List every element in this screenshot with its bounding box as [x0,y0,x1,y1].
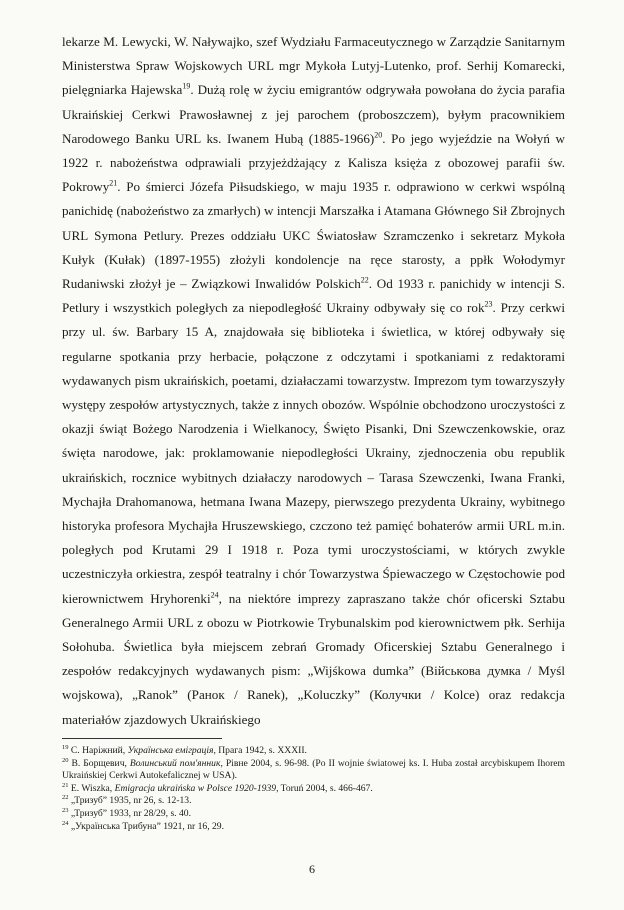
footnote-ref: 24 [210,590,219,600]
footnote-separator [62,738,222,739]
footnote-title: Волинський пом'янник [129,757,221,769]
text-run: . Od 1933 r. panichidy w intencji S. Petlury i wszystkich poległych za niepodległość Ukrainy odbywały się co rok [62,276,565,316]
body-paragraph [62,30,565,732]
footnote-20 [62,758,565,783]
footnote-text: , Прага 1942, s. XXXII. [213,745,307,756]
footnote-number: 19 [62,743,69,751]
footnote-ref: 21 [109,178,118,188]
footnote-ref: 20 [374,130,383,140]
footnote-text: „Тризуб” 1935, nr 26, s. 12-13. [70,795,192,807]
footnote-ref: 22 [360,275,369,285]
footnote-number: 21 [62,781,69,789]
footnote-number: 20 [62,756,69,764]
footnote-number: 23 [62,806,69,814]
text-run: lekarze M. Lewycki, W. Naływajko, szef Wydziału Farmaceutycznego w Zarządzie Sanitarnym Ministerstwa Spraw Wojskowych URL mgr Mykoła Lutyj-Lutenko, prof. Serhij Komarecki, pielęgniarka Hajewska [62,34,565,98]
main-body-text [62,30,565,732]
footnote-ref: 23 [484,299,493,309]
text-run: . Dużą rolę w życiu emigrantów odgrywała powołana do życia parafia Ukraińskiej Cerkwi Prawosławnej z jej parochem (proboszczem), byłym pracownikiem Narodowego Banku URL ks. Iwanem Hubą (1885-1966) [62,82,565,146]
footnote-text: „Тризуб” 1933, nr 28/29, s. 40. [70,807,191,819]
footnote-text: „Українська Трибуна” 1921, nr 16, 29. [70,820,224,832]
footnote-text: , Toruń 2004, s. 466-467. [276,782,373,794]
footnote-22 [62,795,565,808]
footnote-24 [62,821,565,834]
footnote-title: Українська еміграція [127,745,214,756]
footnote-author: С. Наріжний, [70,745,126,756]
footnote-ref: 19 [182,82,191,92]
footnote-23 [62,808,565,821]
text-run: . Przy cerkwi przy ul. św. Barbary 15 A, znajdowała się biblioteka i świetlica, w której odbywały się regularne spotkania przy herbacie, połączone z odczytami i spotkaniami z redaktorami wydawanych pism ukraińskich, poetami, działaczami towarzystw. Imprezom tym towarzyszyły występy zespołów artystycznych, także z innych obozów. Wspólnie obchodzono uroczystości z okazji świąt Bożego Narodzenia i Wielkanocy, Święto Pisanki, Dni Szewczenkowskie, oraz święta narodowe, jak: proklamowanie niepodległości Ukrainy, zjednoczenia obu republik ukraińskich, rocznice wybitnych działaczy narodowych – Tarasa Szewczenki, Iwana Franki, Mychajła Drahomanowa, hetmana Iwana Mazepy, pierwszego prezydenta Ukrainy, wybitnego historyka profesora Mychajła Hruszewskiego, czczono też pamięć bohaterów armii URL m.in. poległych pod Krutami 29 I 1918 r. Poza tymi uroczystościami, w których zwykle uczestniczyła orkiestra, zespół teatralny i chór Towarzystwa Śpiewaczego w Częstochowie pod kierownictwem Hryhorenki [62,300,565,606]
text-run: . Po jego wyjeździe na Wołyń w 1922 r. nabożeństwa odprawiali przyjeżdżający z Kalisza księża z obozowej parafii św. Pokrowy [62,130,565,195]
footnote-title: Emigracja ukraińska w Polsce 1920-1939 [114,782,277,794]
footnote-author: В. Борщевич, [71,757,127,769]
footnote-text: , Рівне 2004, s. 96-98. (Po II wojnie światowej ks. I. Huba został arcybiskupem Ihorem Ukraińskiej Cerkwi Autokefalicznej w USA). [62,757,565,782]
footnote-author: E. Wiszka, [70,782,113,794]
footnotes-section [62,745,565,833]
text-run: , na niektóre imprezy zapraszano także chór oficerski Sztabu Generalnego Armii URL z obozu w Piotrkowie Trybunalskim pod kierownictwem płk. Serhija Sołohuba. Świetlica była miejscem zebrań Gromady Oficerskiej Sztabu Generalnego i zespołów redakcyjnych wydawanych pism: „Wijśkowa dumka” (Військова думка / Myśl wojskowa), „Ranok” (Ранок / Ranek), „Koluczky” (Колучки / Kolce) oraz redakcja materiałów zjazdowych Ukraińskiego [62,590,565,727]
page-number: 6 [309,862,315,876]
footnote-19 [62,745,565,758]
text-run: . Po śmierci Józefa Piłsudskiego, w maju 1935 r. odprawiono w cerkwi wspólną panichidę (nabożeństwo za zmarłych) w intencji Marszałka i Atamana Głównego Sił Zbrojnych URL Symona Petlury. Prezes oddziału UKC Światosław Szramczenko i sekretarz Mykoła Kułyk (Kułak) (1897-1955) złożyli kondolencje na ręce starosty, a ppłk Wołodymyr Rudaniwski złożył je – Związkowi Inwalidów Polskich [62,179,565,292]
footnote-number: 22 [62,794,69,802]
footnote-number: 24 [62,819,69,827]
footnote-21 [62,783,565,796]
